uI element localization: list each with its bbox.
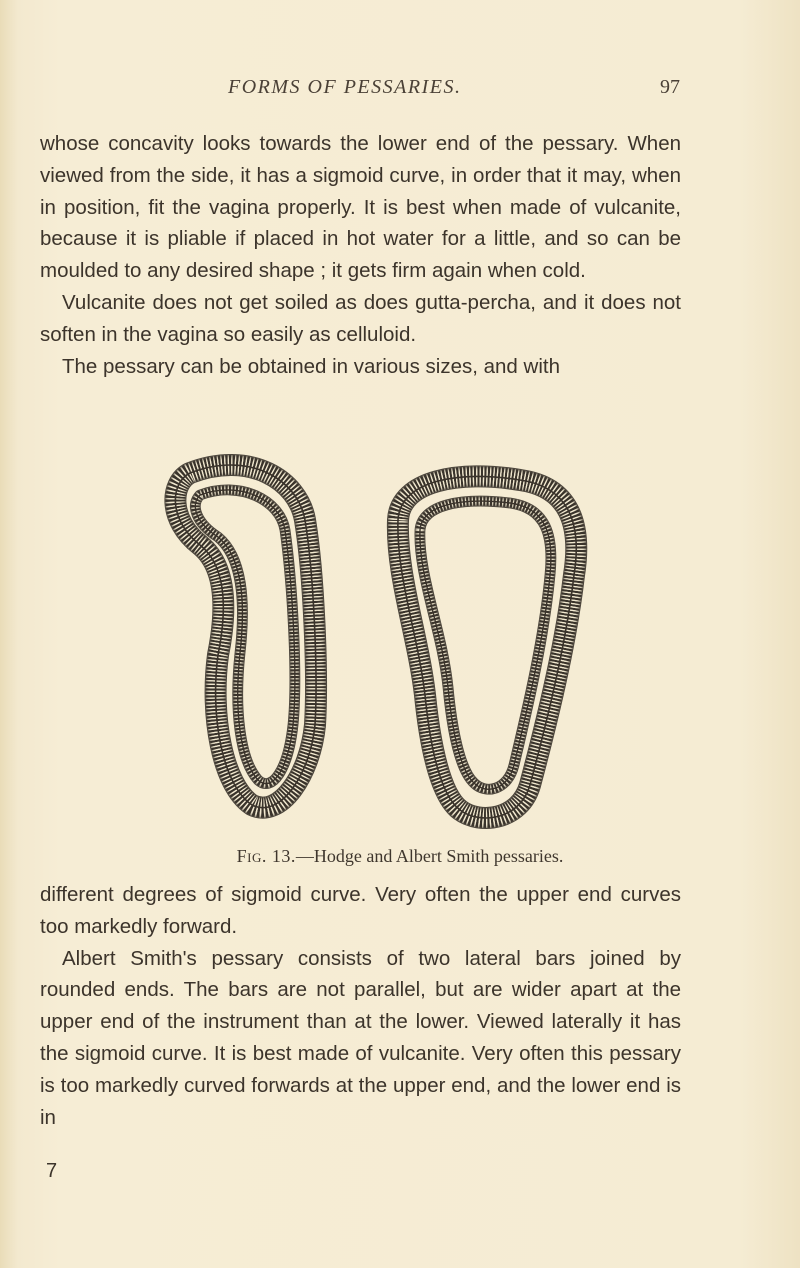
pessaries-illustration <box>130 425 630 835</box>
body-text-top <box>40 128 681 382</box>
paragraph-sigmoid: different degrees of sigmoid curve. Very often the upper end curves too markedly forward. <box>40 883 681 938</box>
paragraph-vulcanite: Vulcanite does not get soiled as does gutta-percha, and it does not soften in the vagina so easily as celluloid. <box>40 290 681 346</box>
figure-caption-text: —Hodge and Albert Smith pessaries. <box>295 846 564 866</box>
figure-caption <box>0 846 800 867</box>
page-number: 97 <box>660 76 680 98</box>
albert-smith-pessary-drawing <box>398 476 576 818</box>
signature-mark: 7 <box>46 1160 58 1182</box>
hodge-pessary-drawing <box>175 465 316 808</box>
paragraph-continuation: whose concavity looks towards the lower end of the pessary. When viewed from the side, it has a sigmoid curve, in order that it may, when in position, fit the vagina properly. It is best when made of vulcanite, because it is pliable if placed in hot water for a little, and so can be moulded to any desired shape ; it gets firm again when cold. <box>40 132 681 283</box>
running-title: FORMS OF PESSARIES. <box>228 76 462 98</box>
figure-caption-label: Fig. 13. <box>236 846 296 866</box>
paragraph-sizes: The pessary can be obtained in various sizes, and with <box>62 354 560 378</box>
figure-pessaries <box>130 425 630 835</box>
running-head <box>0 76 800 106</box>
paragraph-albert-smith: Albert Smith's pessary consists of two lateral bars joined by rounded ends. The bars are not parallel, but are wider apart at the upper end of the instrument than at the lower. Viewed laterally it has the sigmoid curve. It is best made of vulcanite. Very often this pessary is too markedly curved forwards at the upper end, and the lower end is in <box>40 946 681 1129</box>
body-text-bottom <box>40 879 681 1133</box>
